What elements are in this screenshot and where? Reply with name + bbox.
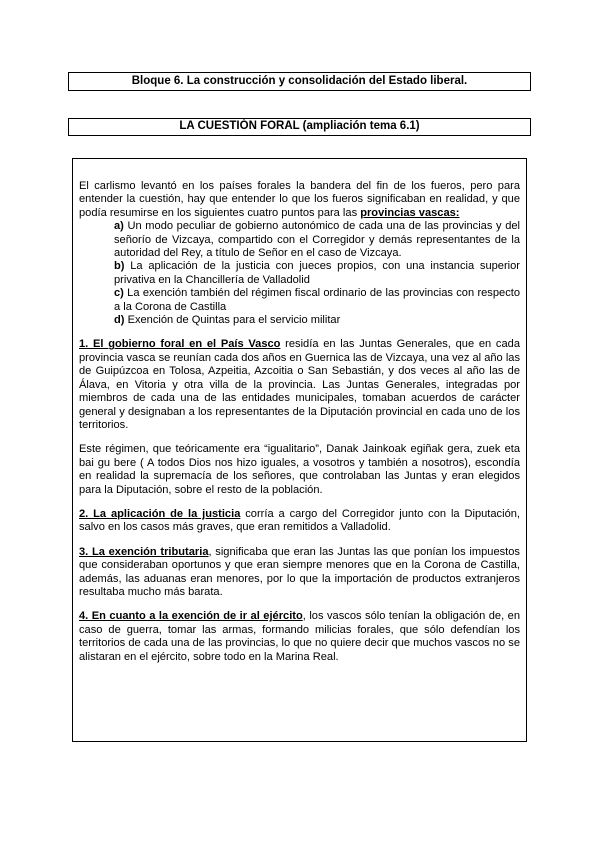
section-4-heading: 4. En cuanto a la exención de ir al ejército	[79, 610, 303, 623]
intro-emphasis: provincias vascas:	[360, 206, 460, 219]
section-4-paragraph: 4. En cuanto a la exención de ir al ejército, los vascos sólo tenían la obligación de, en caso de guerra, tomar las armas, formando milicias forales, que sólo defendían los territorios de cada una de las provincias, lo que no quiere decir que muchos vascos no se alistaran en el ejército, sobre todo en la Marina Real.	[79, 610, 521, 663]
section-2-paragraph: 2. La aplicación de la justicia corría a cargo del Corregidor junto con la Diputación, salvo en los casos más graves, que eran remitidos a Valladolid.	[79, 507, 520, 534]
block-title-box	[68, 72, 531, 91]
point-c: c) La exención también del régimen fiscal ordinario de las provincias con respecto a la Corona de Castilla	[114, 287, 520, 313]
section-1b-paragraph: Este régimen, que teóricamente era “igualitario”, Danak Jainkoak egiñak gera, zuek eta bai gu bere ( A todos Dios nos hizo iguales, a vosotros y también a nosotros), escondía en realidad la supremacía de los señores, que controlaban las Juntas y eran elegidos para la Diputación, sobre el resto de la población.	[79, 443, 520, 496]
point-a: a) Un modo peculiar de gobierno autonómico de cada una de las provincias y del señorío de Vizcaya, compartido con el Corregidor y demás representantes de la autoridad del Rey, a título de Señor en el caso de Vizcaya.	[114, 220, 520, 260]
section-title-box	[68, 118, 531, 136]
section-1-paragraph: 1. El gobierno foral en el País Vasco residía en las Juntas Generales, que en cada provincia vasca se reunían cada dos años en Guernica las de Vizcaya, una vez al año las de Guipúzcoa en Tolosa, Azpeitia, Azcoitia o San Sebastián, y dos veces al año las de Álava, en Vitoria y otra villa de la provincia. Las Juntas Generales, integradas por miembros de cada una de las entidades municipales, tomaban acuerdos de carácter general y designaban a los representantes de la Diputación provincial en cada uno de los territorios.	[79, 338, 520, 431]
points-list	[79, 220, 520, 327]
content-box	[72, 158, 527, 742]
section-3-paragraph: 3. La exención tributaria, significaba que eran las Juntas las que ponían los impuestos que consideraban oportunos y que eran siempre menores que en la Corona de Castilla, además, las aduanas eran menores, por lo que la importación de productos extranjeros resultaba mucho más barata.	[79, 545, 520, 598]
section-3-heading: 3. La exención tributaria	[79, 545, 209, 558]
section-2-heading: 2. La aplicación de la justicia	[79, 507, 241, 520]
section-title: LA CUESTIÓN FORAL (ampliación tema 6.1)	[179, 120, 420, 132]
point-b: b) La aplicación de la justicia con jueces propios, con una instancia superior privativa en la Chancillería de Valladolid	[114, 260, 520, 286]
point-d: d) Exención de Quintas para el servicio militar	[114, 314, 341, 327]
block-title: Bloque 6. La construcción y consolidación del Estado liberal.	[131, 75, 468, 87]
intro-paragraph: El carlismo levantó en los países forales la bandera del fin de los fueros, pero para entender la cuestión, hay que entender lo que los fueros significaban en realidad, y que podía resumirse en los siguientes cuatro puntos para las provincias vascas:	[79, 180, 520, 219]
section-1-heading: 1. El gobierno foral en el País Vasco	[79, 338, 281, 351]
